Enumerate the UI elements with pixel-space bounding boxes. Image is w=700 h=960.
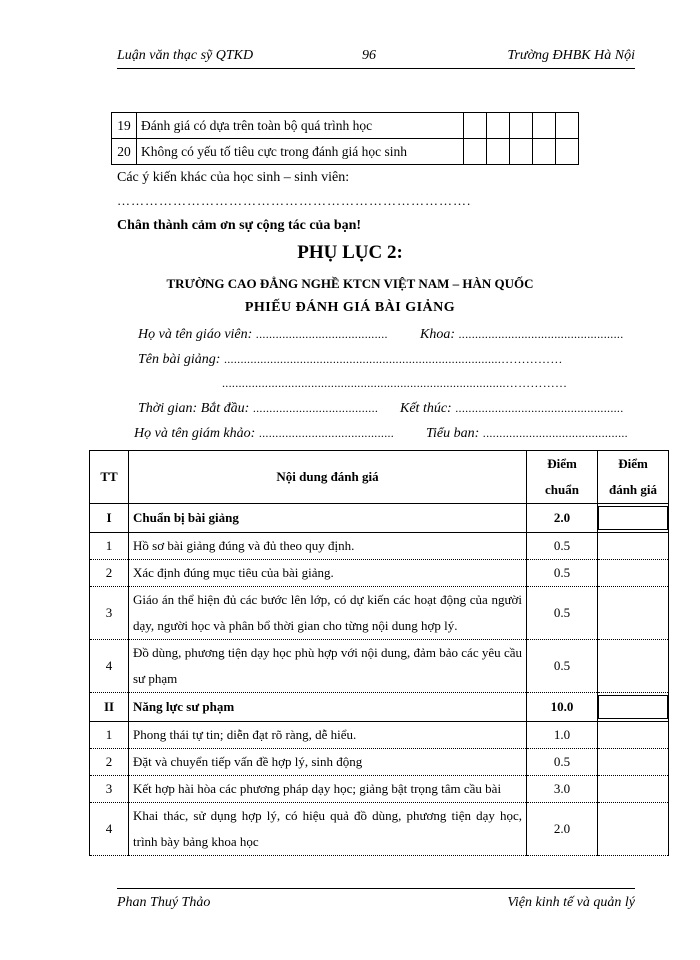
subcommittee-field [426,426,628,442]
header-content: Nội dung đánh giá [129,451,527,504]
row-tt: 3 [90,776,129,803]
table-row [112,139,579,165]
examiner-field [134,426,394,442]
header-eval-line1: Điểm [618,456,648,471]
examiner-label: Họ và tên giám khảo: [134,426,256,441]
end-field [400,401,624,417]
row-content: Hồ sơ bài giảng đúng và đủ theo quy định. [129,533,527,560]
school-name: TRƯỜNG CAO ĐẲNG NGHỀ KTCN VIỆT NAM – HÀN QUỐC [166,276,534,291]
row-tt: 4 [90,803,129,856]
row-score: 0.5 [527,560,598,587]
row-score: 2.0 [527,504,598,533]
footer-rule [117,888,635,889]
faculty-label: Khoa: [420,327,455,342]
row-content: Giáo án thể hiện đủ các bước lên lớp, có dự kiến các hoạt động của người dạy, người học và phân bổ thời gian cho từng nội dung hợp lý. [129,587,527,640]
row-tt: 1 [90,722,129,749]
lesson-dots-2: ......................................................................................…………… [222,376,568,390]
table-row [90,587,669,640]
form-title: PHIẾU ĐÁNH GIÁ BÀI GIẢNG [244,300,456,315]
subcommittee-dots: ............................................ [482,426,628,440]
row-eval[interactable] [598,560,669,587]
rating-cell [556,113,579,139]
rating-cell [487,139,510,165]
appendix-title: PHỤ LỤC 2: [297,242,403,263]
row-score: 0.5 [527,533,598,560]
header-standard-line2: chuẩn [545,482,579,497]
row-score: 0.5 [527,587,598,640]
row-score: 1.0 [527,722,598,749]
rating-cell [510,113,533,139]
row-number: 19 [112,113,137,139]
page-number: 96 [362,48,376,63]
score-box[interactable] [598,695,668,719]
row-eval[interactable] [598,587,669,640]
row-content: Xác định đúng mục tiêu của bài giảng. [129,560,527,587]
rating-cell [510,139,533,165]
footer-right: Viện kinh tế và quản lý [507,895,635,910]
row-content: Khai thác, sử dụng hợp lý, có hiệu quả đồ dùng, phương tiện dạy học, trình bày bảng khoa học [129,803,527,856]
faculty-dots: .................................................. [458,327,624,341]
lesson-field [138,352,563,368]
row-eval[interactable] [598,533,669,560]
row-tt: 1 [90,533,129,560]
section-row [90,693,669,722]
row-tt: I [90,504,129,533]
end-label: Kết thúc: [400,401,452,416]
footer-left: Phan Thuý Thảo [117,895,211,910]
row-tt: II [90,693,129,722]
row-tt: 4 [90,640,129,693]
score-box[interactable] [598,506,668,530]
teacher-dots: ........................................ [255,327,388,341]
row-eval[interactable] [598,640,669,693]
section-row [90,504,669,533]
comment-dots: …………………………………………………………………. [117,193,472,208]
rating-cell [464,139,487,165]
lesson-field-cont [222,376,567,392]
teacher-label: Họ và tên giáo viên: [138,327,253,342]
row-tt: 2 [90,560,129,587]
row-eval[interactable] [598,722,669,749]
comment-label: Các ý kiến khác của học sinh – sinh viên: [117,170,350,185]
faculty-field [420,327,624,343]
rating-cell [556,139,579,165]
row-content: Đồ dùng, phương tiện dạy học phù hợp với nội dung, đảm bảo các yêu cầu sư phạm [129,640,527,693]
time-label: Thời gian: Bắt đầu: [138,401,250,416]
row-eval [598,693,669,722]
time-field [138,401,378,417]
examiner-dots: ......................................... [258,426,395,440]
lesson-dots: ....................................................................................…………… [223,352,563,366]
row-score: 3.0 [527,776,598,803]
rating-cell [533,139,556,165]
header-standard-line1: Điểm [547,456,577,471]
evaluation-table [89,450,669,856]
table-row [90,749,669,776]
row-score: 0.5 [527,749,598,776]
header-rule [117,68,635,69]
row-eval[interactable] [598,803,669,856]
row-content: Phong thái tự tin; diễn đạt rõ ràng, dễ hiểu. [129,722,527,749]
row-content: Năng lực sư phạm [129,693,527,722]
row-text: Không có yếu tố tiêu cực trong đánh giá học sinh [137,139,464,165]
table-row [90,533,669,560]
header-left: Luận văn thạc sỹ QTKD [117,48,254,63]
survey-table [111,112,579,165]
row-eval[interactable] [598,776,669,803]
rating-cell [464,113,487,139]
row-eval [598,504,669,533]
row-content: Đặt và chuyển tiếp vấn đề hợp lý, sinh động [129,749,527,776]
header-eval-line2: đánh giá [608,482,658,497]
subcommittee-label: Tiểu ban: [426,426,480,441]
row-score: 0.5 [527,640,598,693]
end-dots: ................................................... [455,401,624,415]
row-score: 10.0 [527,693,598,722]
table-row [90,776,669,803]
row-content: Kết hợp hài hòa các phương pháp dạy học; giảng bật trọng tâm cầu bài [129,776,527,803]
table-row [112,113,579,139]
header-right: Trường ĐHBK Hà Nội [507,48,635,63]
table-row [90,803,669,856]
row-tt: 2 [90,749,129,776]
time-dots: ...................................... [252,401,379,415]
row-number: 20 [112,139,137,165]
teacher-field [138,327,388,343]
rating-cell [487,113,510,139]
header-standard [527,451,598,504]
header-tt: TT [90,451,129,504]
rating-cell [533,113,556,139]
table-row [90,722,669,749]
row-text: Đánh giá có dựa trên toàn bộ quá trình học [137,113,464,139]
row-content: Chuẩn bị bài giảng [129,504,527,533]
table-row [90,640,669,693]
thanks-text: Chân thành cảm ơn sự cộng tác của bạn! [117,218,362,233]
row-score: 2.0 [527,803,598,856]
header-eval [598,451,669,504]
row-tt: 3 [90,587,129,640]
table-row [90,560,669,587]
lesson-label: Tên bài giảng: [138,352,221,367]
table-header-row [90,451,669,504]
row-eval[interactable] [598,749,669,776]
